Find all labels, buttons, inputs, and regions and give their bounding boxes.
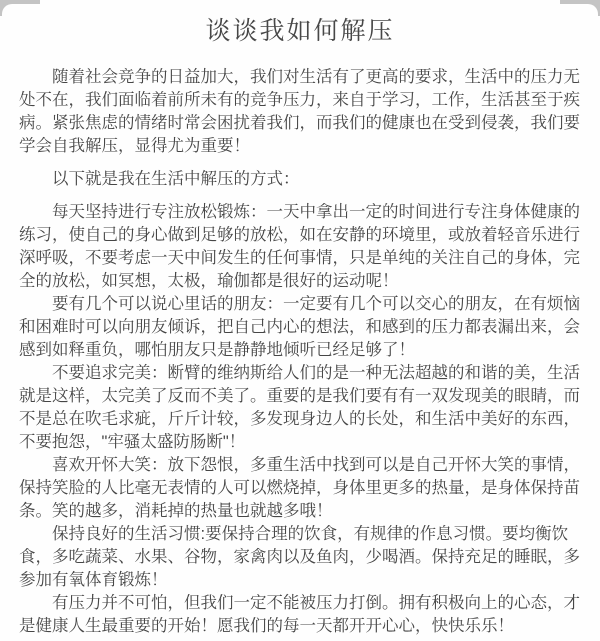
paragraph-method-relax-exercise: 每天坚持进行专注放松锻炼：一天中拿出一定的时间进行专注身体健康的练习，使自己的身心做到足够的放松，如在安静的环境里，或放着轻音乐进行深呼吸，不要考虑一天中间发生的任何事情，只是单纯的关注自己的身体，完全的放松，如冥想，太极，瑜伽都是很好的运动呢！ bbox=[19, 203, 580, 290]
paragraph-method-close-friends: 要有几个可以说心里话的朋友：一定要有几个可以交心的朋友，在有烦恼和困难时可以向朋友倾诉，把自己内心的想法，和感到的压力都表漏出来，会感到如释重负，哪怕朋友只是静静地倾听已经足够了！ bbox=[19, 295, 580, 359]
paragraph-intro: 随着社会竞争的日益加大，我们对生活有了更高的要求，生活中的压力无处不在，我们面临着前所未有的竞争压力，来自于学习，工作，生活甚至于疾病。紧张焦虑的情绪时常会困扰着我们，而我们的健康也在受到侵袭，我们要学会自我解压，显得尤为重要！ bbox=[19, 68, 580, 155]
paragraph-method-healthy-habits: 保持良好的生活习惯:要保持合理的饮食，有规律的作息习惯。要均衡饮食，多吃蔬菜、水果、谷物，家禽肉以及鱼肉，少喝酒。保持充足的睡眠，多参加有氧体育锻炼！ bbox=[19, 525, 580, 589]
paragraph-method-laugh-out-loud: 喜欢开怀大笑：放下怨恨，多重生活中找到可以是自己开怀大笑的事情，保持笑脸的人比毫无表情的人可以燃烧掉，身体里更多的热量，是身体保持苗条。笑的越多，消耗掉的热量也就越多哦！ bbox=[19, 456, 580, 520]
paragraph-conclusion: 有压力并不可怕，但我们一定不能被压力打倒。拥有积极向上的心态，才是健康人生最重要的开始！愿我们的每一天都开开心心，快快乐乐！ bbox=[19, 594, 580, 635]
document-content bbox=[0, 11, 600, 638]
paragraph-method-no-perfectionism: 不要追求完美：断臂的维纳斯给人们的是一种无法超越的和谐的美，生活就是这样，太完美了反而不美了。重要的是我们要有有一双发现美的眼睛，而不是总在吹毛求疵，斤斤计较，多发现身边人的长处，和生活中美好的东西，不要抱怨，"牢骚太盛防肠断"！ bbox=[19, 364, 580, 451]
page-title: 谈谈我如何解压 bbox=[205, 17, 395, 45]
paragraph-lead-in: 以下就是我在生活中解压的方式： bbox=[52, 170, 300, 188]
